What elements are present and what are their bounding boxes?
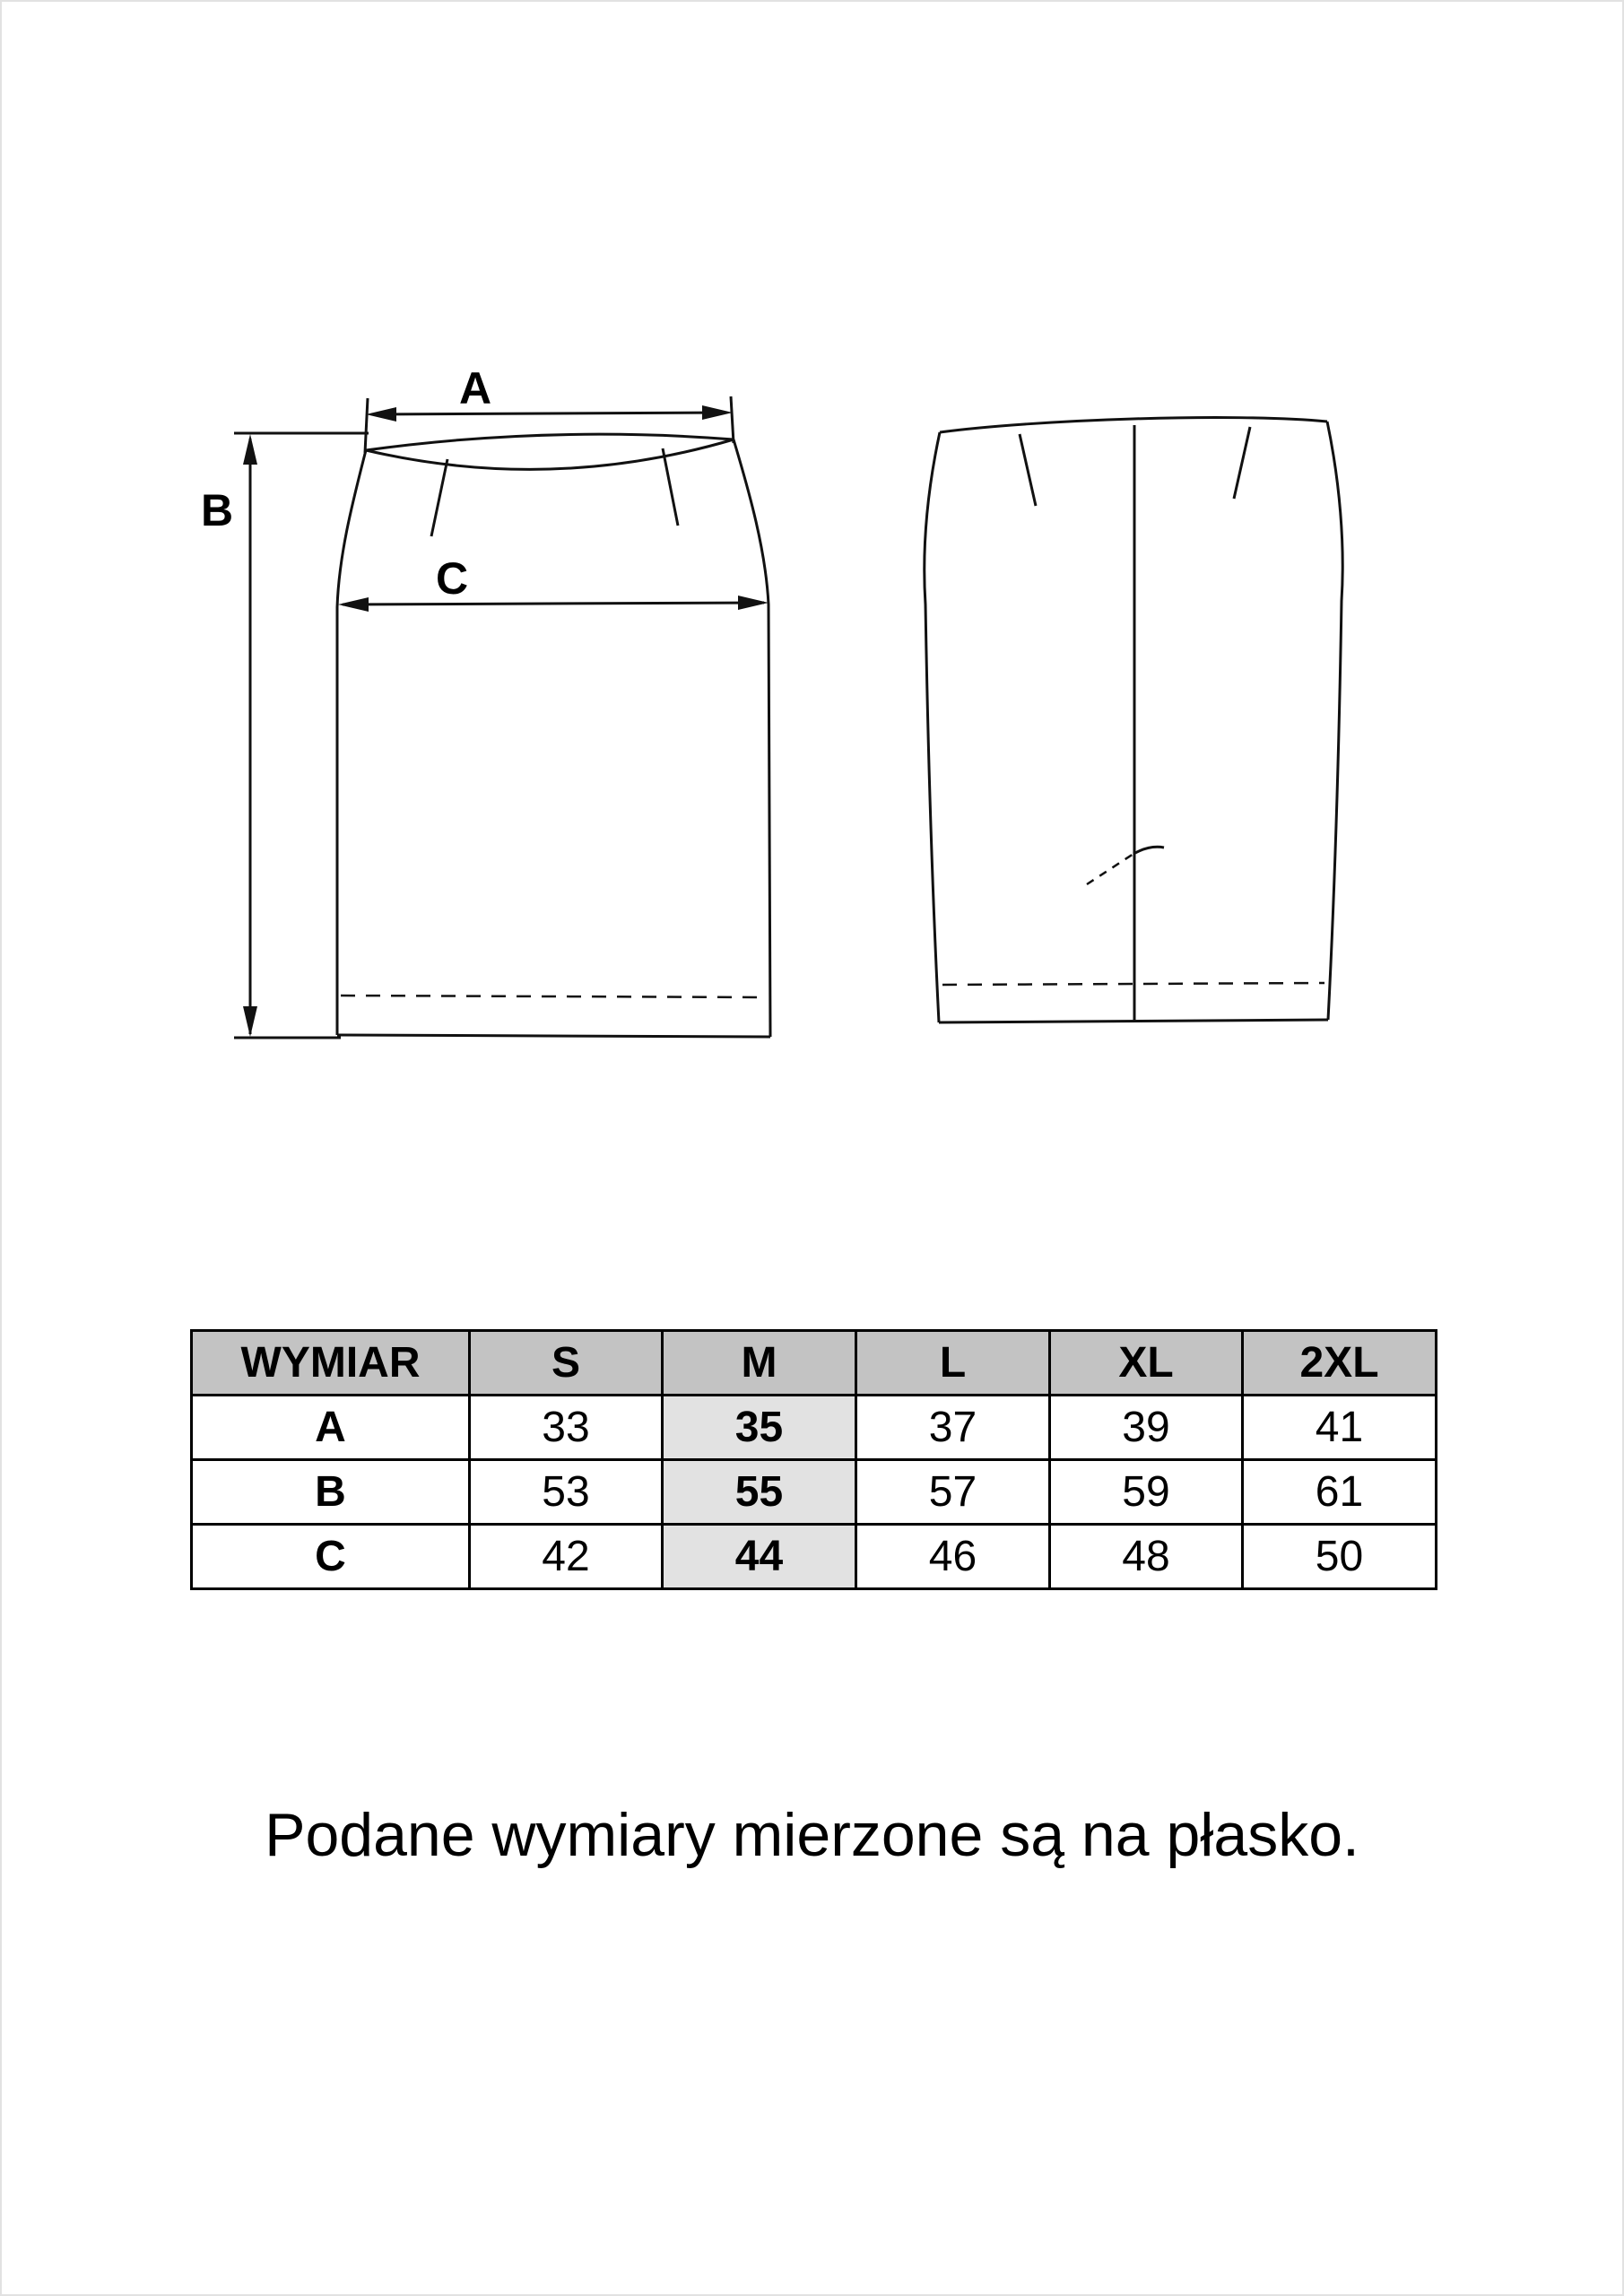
value-c-m: 44 <box>663 1525 856 1589</box>
column-header-xl: XL <box>1050 1331 1243 1396</box>
column-header-l: L <box>856 1331 1050 1396</box>
value-a-2xl: 41 <box>1243 1396 1437 1460</box>
value-b-s: 53 <box>470 1460 663 1525</box>
value-a-xl: 39 <box>1050 1396 1243 1460</box>
front-left-seam <box>337 450 366 1035</box>
front-view-drawing <box>337 434 770 1037</box>
front-waist-top-edge <box>366 434 734 450</box>
back-left-dart <box>1020 434 1036 506</box>
dimension-b <box>201 433 369 1038</box>
front-hem-stitch-line <box>341 996 767 997</box>
table-row-a <box>192 1396 1437 1460</box>
value-a-m: 35 <box>663 1396 856 1460</box>
front-hem <box>337 1035 770 1037</box>
column-header-m: M <box>663 1331 856 1396</box>
value-b-xl: 59 <box>1050 1460 1243 1525</box>
dim-b-arrowhead-top <box>243 434 257 465</box>
value-b-2xl: 61 <box>1243 1460 1437 1525</box>
table-header-row <box>192 1331 1437 1396</box>
back-left-seam <box>925 432 940 1022</box>
skirt-measurement-diagram <box>2 2 1624 1302</box>
column-header-s: S <box>470 1331 663 1396</box>
back-vent-dashed-mark <box>1087 854 1133 884</box>
dimension-label-b: B <box>200 485 234 535</box>
measurement-note: Podane wymiary mierzone są na płasko. <box>265 1801 1359 1869</box>
dim-c-arrowhead-left <box>338 597 369 612</box>
value-b-l: 57 <box>856 1460 1050 1525</box>
dim-c-arrow-line <box>343 603 764 604</box>
dim-a-right-tick <box>731 396 734 443</box>
value-a-l: 37 <box>856 1396 1050 1460</box>
row-label-a: A <box>192 1396 470 1460</box>
row-label-b: B <box>192 1460 470 1525</box>
dim-c-arrowhead-right <box>738 596 769 610</box>
dimension-label-c: C <box>435 553 469 604</box>
dim-a-arrowhead-left <box>366 407 396 422</box>
size-table <box>190 1329 1437 1590</box>
value-c-2xl: 50 <box>1243 1525 1437 1589</box>
row-label-c: C <box>192 1525 470 1589</box>
column-header-wymiar: WYMIAR <box>192 1331 470 1396</box>
dimension-a <box>365 363 734 453</box>
back-view-drawing <box>925 418 1342 1022</box>
back-right-seam <box>1327 422 1342 1020</box>
back-right-dart <box>1234 427 1250 499</box>
dim-a-arrow-line <box>371 413 727 414</box>
table-row-c <box>192 1525 1437 1589</box>
column-header-2xl: 2XL <box>1243 1331 1437 1396</box>
front-right-dart <box>663 448 678 526</box>
dimension-label-a: A <box>458 363 492 413</box>
back-vent-curve-mark <box>1133 847 1164 854</box>
dim-b-arrowhead-bottom <box>243 1006 257 1037</box>
front-right-seam <box>734 439 770 1037</box>
value-a-s: 33 <box>470 1396 663 1460</box>
dimension-c <box>338 553 769 612</box>
table-row-b <box>192 1460 1437 1525</box>
value-c-s: 42 <box>470 1525 663 1589</box>
value-c-xl: 48 <box>1050 1525 1243 1589</box>
value-b-m: 55 <box>663 1460 856 1525</box>
dim-a-arrowhead-right <box>702 405 733 420</box>
value-c-l: 46 <box>856 1525 1050 1589</box>
front-left-dart <box>431 459 447 536</box>
dim-a-left-tick <box>365 398 368 453</box>
